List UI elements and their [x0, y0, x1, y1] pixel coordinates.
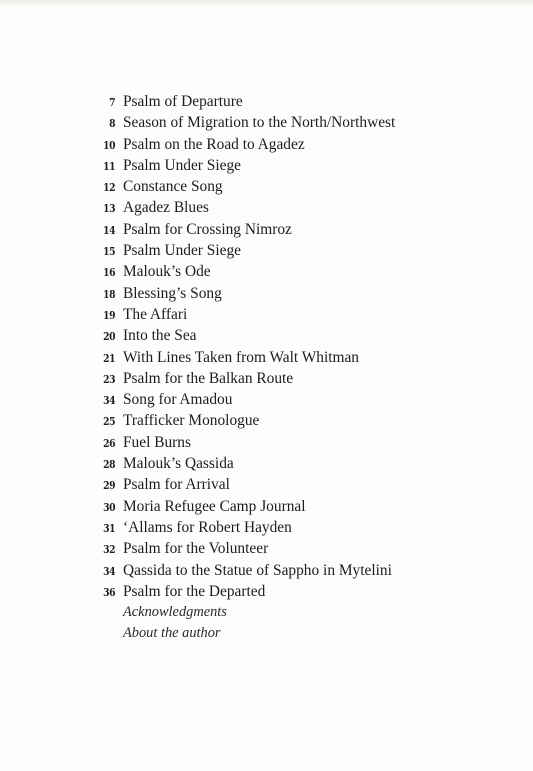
toc-title: Psalm for the Departed [123, 582, 266, 600]
toc-entry[interactable] [96, 540, 516, 561]
toc-page-number: 28 [103, 457, 115, 472]
toc-title: Psalm on the Road to Agadez [123, 135, 305, 153]
toc-entry[interactable] [96, 242, 516, 263]
toc-entry[interactable] [96, 263, 516, 284]
toc-page-number: 34 [103, 563, 115, 578]
toc-entry[interactable] [96, 178, 516, 199]
toc-page-number: 23 [103, 371, 115, 386]
toc-title: The Affari [123, 305, 188, 323]
toc-page-number: 14 [103, 222, 115, 237]
toc-entry[interactable] [96, 199, 516, 220]
toc-entry[interactable] [96, 114, 516, 135]
toc-title: Psalm of Departure [123, 93, 243, 110]
toc-page-number: 13 [103, 201, 115, 216]
toc-page-number: 25 [103, 414, 115, 429]
toc-title: Constance Song [123, 178, 223, 196]
toc-page-number: 20 [103, 329, 115, 344]
toc-entry[interactable] [96, 327, 516, 348]
toc-title: Fuel Burns [123, 433, 191, 451]
toc-entry-acknowledgments[interactable] [96, 604, 516, 625]
toc-page-number: 29 [103, 478, 115, 493]
toc-page-number: 26 [103, 435, 115, 450]
toc-entry[interactable] [96, 562, 516, 583]
toc-page-number: 36 [103, 584, 115, 599]
toc-entry[interactable] [96, 412, 516, 433]
toc-page-number: 8 [109, 116, 115, 131]
toc-title: Blessing’s Song [123, 284, 222, 302]
toc-page-number: 19 [103, 307, 115, 322]
toc-title: Season of Migration to the North/Northwest [123, 114, 396, 132]
toc-title: Malouk’s Ode [123, 263, 211, 281]
toc-title: Psalm Under Siege [123, 242, 241, 260]
toc-title: Agadez Blues [123, 199, 209, 217]
toc-title: Psalm for Crossing Nimroz [123, 220, 292, 238]
toc-entry[interactable] [96, 476, 516, 497]
toc-entry[interactable] [96, 498, 516, 519]
toc-page-number: 21 [103, 350, 115, 365]
toc-page-number: 10 [103, 137, 115, 152]
toc-entry[interactable] [96, 391, 516, 412]
page-edge-shadow [0, 0, 533, 6]
toc-entry[interactable] [96, 455, 516, 476]
toc-page-number: 15 [103, 244, 115, 259]
toc-page-number: 31 [103, 520, 115, 535]
toc-title: About the author [123, 625, 221, 642]
toc-entry[interactable] [96, 221, 516, 242]
toc-title: Psalm for the Balkan Route [123, 369, 294, 387]
toc-page-number: 32 [103, 542, 115, 557]
toc-page-number: 16 [103, 265, 115, 280]
toc-title: Moria Refugee Camp Journal [123, 497, 306, 515]
toc-title: Psalm for the Volunteer [123, 540, 269, 558]
toc-title: Psalm Under Siege [123, 156, 241, 174]
toc-page-number: 11 [103, 158, 115, 173]
toc-entry[interactable] [96, 157, 516, 178]
toc-title: Psalm for Arrival [123, 476, 230, 494]
toc-entry-about-the-author[interactable] [96, 625, 516, 646]
toc-entry[interactable] [96, 136, 516, 157]
toc-entry[interactable] [96, 519, 516, 540]
toc-page-number: 30 [103, 499, 115, 514]
toc-entry[interactable] [96, 93, 516, 114]
toc-title: Song for Amadou [123, 391, 233, 409]
toc-title: Acknowledgments [123, 604, 227, 621]
toc-title: Into the Sea [123, 327, 197, 345]
toc-page-number: 34 [103, 393, 115, 408]
toc-page-number: 12 [103, 180, 115, 195]
toc-entry[interactable] [96, 434, 516, 455]
toc-title: With Lines Taken from Walt Whitman [123, 348, 359, 366]
toc-title: Qassida to the Statue of Sappho in Mytelini [123, 561, 392, 579]
toc-entry[interactable] [96, 306, 516, 327]
toc-entry[interactable] [96, 370, 516, 391]
toc-entry[interactable] [96, 349, 516, 370]
toc-title: Malouk’s Qassida [123, 455, 234, 473]
toc-title: Trafficker Monologue [123, 412, 260, 430]
toc-title: ‘Allams for Robert Hayden [123, 518, 292, 536]
toc-page-number: 18 [103, 286, 115, 301]
toc-entry[interactable] [96, 583, 516, 604]
toc-page-number: 7 [109, 95, 115, 109]
toc-entry[interactable] [96, 285, 516, 306]
table-of-contents [96, 93, 516, 647]
